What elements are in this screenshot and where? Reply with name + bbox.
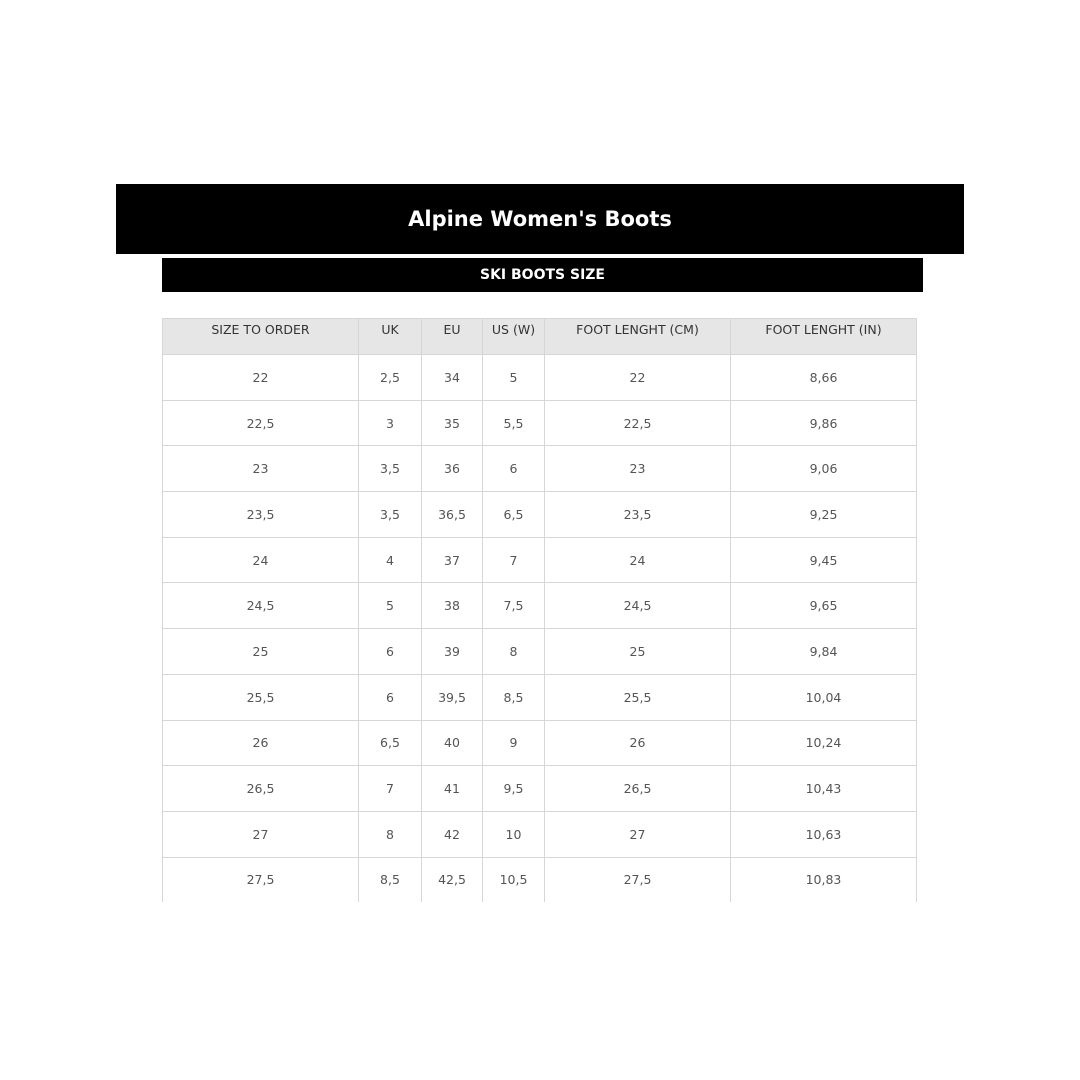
table-cell: 9,5 <box>483 766 545 812</box>
table-cell: 2,5 <box>359 355 422 401</box>
table-cell: 6,5 <box>359 720 422 766</box>
table-cell: 5 <box>483 355 545 401</box>
table-cell: 23,5 <box>163 492 359 538</box>
column-header: FOOT LENGHT (IN) <box>731 319 917 355</box>
table-cell: 34 <box>422 355 483 401</box>
table-cell: 36 <box>422 446 483 492</box>
table-cell: 5,5 <box>483 400 545 446</box>
table-cell: 10,83 <box>731 857 917 902</box>
table-cell: 9,86 <box>731 400 917 446</box>
table-cell: 23,5 <box>545 492 731 538</box>
table-cell: 35 <box>422 400 483 446</box>
table-row <box>163 857 917 902</box>
table-cell: 25,5 <box>545 674 731 720</box>
table-cell: 24 <box>545 537 731 583</box>
table-cell: 4 <box>359 537 422 583</box>
section-title-bar <box>162 258 923 292</box>
table-cell: 10,63 <box>731 811 917 857</box>
table-row <box>163 400 917 446</box>
table-row <box>163 583 917 629</box>
table-cell: 40 <box>422 720 483 766</box>
table-cell: 3,5 <box>359 446 422 492</box>
section-title: SKI BOOTS SIZE <box>479 267 605 283</box>
table-cell: 26,5 <box>545 766 731 812</box>
table-row <box>163 355 917 401</box>
table-cell: 22 <box>545 355 731 401</box>
table-cell: 27 <box>545 811 731 857</box>
table-cell: 25,5 <box>163 674 359 720</box>
table-row <box>163 811 917 857</box>
table-cell: 23 <box>163 446 359 492</box>
size-chart-table <box>162 318 917 902</box>
table-cell: 42,5 <box>422 857 483 902</box>
table-cell: 24,5 <box>163 583 359 629</box>
table-row <box>163 492 917 538</box>
column-header: US (W) <box>483 319 545 355</box>
table-cell: 8,5 <box>483 674 545 720</box>
table-cell: 38 <box>422 583 483 629</box>
table-cell: 39,5 <box>422 674 483 720</box>
column-header: UK <box>359 319 422 355</box>
table-cell: 27,5 <box>545 857 731 902</box>
table-row <box>163 674 917 720</box>
table-cell: 9,45 <box>731 537 917 583</box>
table-cell: 26 <box>163 720 359 766</box>
table-row <box>163 766 917 812</box>
table-cell: 7 <box>359 766 422 812</box>
table-cell: 8 <box>483 629 545 675</box>
table-cell: 8,66 <box>731 355 917 401</box>
table-cell: 6 <box>359 674 422 720</box>
table-cell: 9,25 <box>731 492 917 538</box>
column-header: EU <box>422 319 483 355</box>
table-row <box>163 720 917 766</box>
table-cell: 6 <box>359 629 422 675</box>
table-cell: 9,65 <box>731 583 917 629</box>
column-header: FOOT LENGHT (CM) <box>545 319 731 355</box>
table-cell: 22 <box>163 355 359 401</box>
table-cell: 27 <box>163 811 359 857</box>
table-cell: 10 <box>483 811 545 857</box>
table-cell: 41 <box>422 766 483 812</box>
table-cell: 7 <box>483 537 545 583</box>
table-cell: 36,5 <box>422 492 483 538</box>
table-cell: 24 <box>163 537 359 583</box>
column-header: SIZE TO ORDER <box>163 319 359 355</box>
table-row <box>163 446 917 492</box>
table-cell: 27,5 <box>163 857 359 902</box>
table-cell: 26,5 <box>163 766 359 812</box>
table-cell: 24,5 <box>545 583 731 629</box>
table-cell: 10,24 <box>731 720 917 766</box>
table-cell: 10,04 <box>731 674 917 720</box>
table-cell: 9 <box>483 720 545 766</box>
table-cell: 22,5 <box>163 400 359 446</box>
table-cell: 6 <box>483 446 545 492</box>
table-cell: 10,43 <box>731 766 917 812</box>
table-cell: 8 <box>359 811 422 857</box>
table-cell: 23 <box>545 446 731 492</box>
table-cell: 9,06 <box>731 446 917 492</box>
table-cell: 37 <box>422 537 483 583</box>
page-title-bar <box>116 184 964 254</box>
table-cell: 25 <box>545 629 731 675</box>
table-header-row <box>163 319 917 355</box>
table-cell: 39 <box>422 629 483 675</box>
page-title: Alpine Women's Boots <box>408 207 672 231</box>
table-cell: 22,5 <box>545 400 731 446</box>
table-row <box>163 537 917 583</box>
table-cell: 42 <box>422 811 483 857</box>
table-cell: 10,5 <box>483 857 545 902</box>
table-cell: 3 <box>359 400 422 446</box>
table-cell: 8,5 <box>359 857 422 902</box>
table-cell: 7,5 <box>483 583 545 629</box>
table-cell: 3,5 <box>359 492 422 538</box>
table-cell: 6,5 <box>483 492 545 538</box>
table-cell: 9,84 <box>731 629 917 675</box>
table-cell: 5 <box>359 583 422 629</box>
table-row <box>163 629 917 675</box>
table-cell: 25 <box>163 629 359 675</box>
table-cell: 26 <box>545 720 731 766</box>
